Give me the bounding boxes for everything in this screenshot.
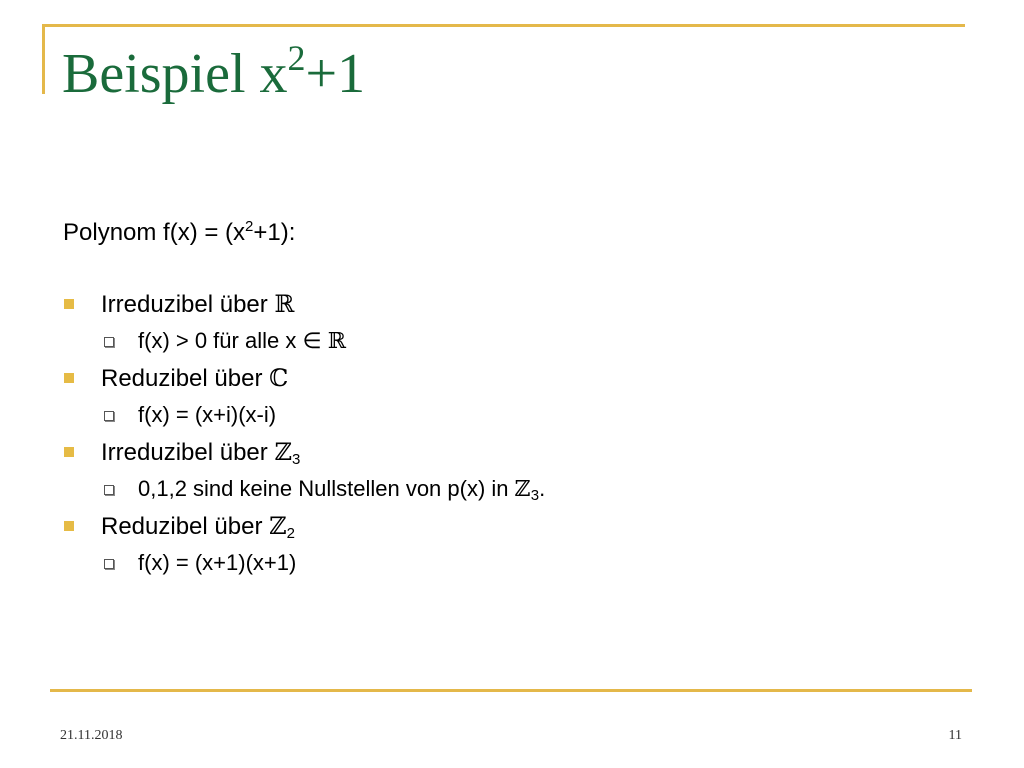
title-suffix: +1: [305, 43, 366, 105]
hollow-square-bullet-icon: [104, 337, 114, 347]
sub-bullet-item: [0, 398, 1024, 432]
math-symbol: ℝ: [274, 290, 295, 318]
hollow-square-bullet-icon: [104, 485, 114, 495]
square-bullet-icon: [64, 373, 74, 383]
symbol-index: 3: [530, 487, 540, 504]
sub-bullet-end: .: [539, 476, 546, 501]
bullet-item: [0, 358, 1024, 398]
intro-text-end: +1):: [253, 219, 296, 246]
square-bullet-icon: [64, 299, 74, 309]
polynom-intro: [63, 218, 295, 247]
sub-bullet-item: [0, 472, 1024, 506]
sub-bullet-text: 0,1,2 sind keine Nullstellen von p(x) in: [138, 476, 515, 501]
sub-bullet-text: f(x) = (x+1)(x+1): [138, 550, 297, 575]
title-exponent: 2: [287, 38, 306, 78]
math-symbol: ℤ: [514, 477, 531, 502]
math-symbol: ℤ: [274, 438, 292, 466]
symbol-index: 2: [286, 525, 295, 542]
hollow-square-bullet-icon: [104, 411, 114, 421]
bullet-item: [0, 506, 1024, 546]
square-bullet-icon: [64, 447, 74, 457]
title-base: Beispiel x: [62, 43, 288, 105]
bullet-text: Irreduzibel über: [101, 291, 275, 318]
square-bullet-icon: [64, 521, 74, 531]
sub-bullet-item: [0, 324, 1024, 358]
math-symbol: ℝ: [327, 329, 347, 354]
sub-bullet-text: f(x) > 0 für alle x ∈: [138, 328, 328, 353]
frame-left-line: [42, 24, 45, 94]
math-symbol: ℤ: [269, 512, 287, 540]
frame-top-line: [42, 24, 965, 27]
sub-bullet-text: f(x) = (x+i)(x-i): [138, 402, 277, 427]
sub-bullet-item: [0, 546, 1024, 580]
intro-exponent: 2: [245, 218, 254, 235]
math-symbol: ℂ: [269, 364, 289, 392]
bullet-text: Reduzibel über: [101, 365, 270, 392]
hollow-square-bullet-icon: [104, 559, 114, 569]
bullet-item: [0, 284, 1024, 324]
symbol-index: 3: [291, 451, 301, 468]
bullet-text: Reduzibel über: [101, 513, 270, 540]
bullet-text: Irreduzibel über: [101, 439, 275, 466]
footer-date: 21.11.2018: [60, 728, 123, 743]
slide-title: [62, 38, 365, 106]
page-number: 11: [948, 728, 962, 743]
bullet-item: [0, 432, 1024, 472]
intro-text: Polynom f(x) = (x: [63, 219, 246, 246]
footer-divider-line: [50, 689, 972, 692]
bullet-list: [0, 284, 1024, 580]
